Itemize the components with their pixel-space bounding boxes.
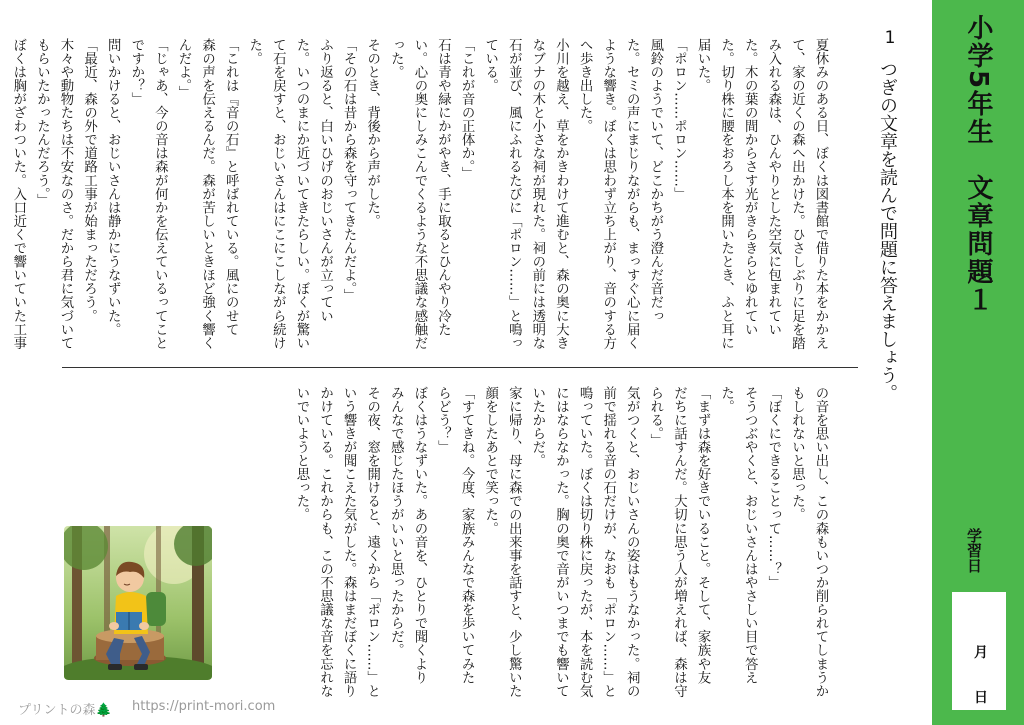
passage-line: た。セミの声にまじりながらも、まっすぐ心に届く [624, 38, 640, 350]
passage-line: その夜、窓を開けると、遠くから「ポロン……」と [364, 386, 380, 698]
passage-line: かけている。これからも、この不思議な音を忘れな [317, 386, 333, 698]
passage-line: だちに話すんだ。大切に思う人が増えれば、森は守 [671, 386, 687, 698]
passage-line: 鳴っていた。ぼくは切り株に戻ったが、本を読む気 [577, 386, 593, 698]
passage-line: 「これが音の正体か。」 [459, 38, 475, 181]
passage-line: た。 [246, 38, 262, 66]
passage-line: い。心の奥にしみこんでくるような不思議な感触だ [411, 38, 427, 350]
passage-line: みんなで感じたほうがいいと思ったからだ。 [388, 386, 404, 657]
passage-line: ぼくは胸がざわついた。入口近くで響いていた工事 [10, 38, 26, 350]
passage-line: った。 [388, 38, 404, 79]
passage-line: 問いかけると、おじいさんは静かにうなずいた。 [105, 38, 121, 337]
passage-line: 小川を越え、草をかきわけて進むと、森の奥に大き [553, 38, 569, 350]
divider [62, 367, 858, 368]
passage-line: 「これは『音の石』と呼ばれている。風にのせて [223, 38, 239, 337]
passage-line: らどう？」 [435, 386, 451, 454]
footer-brand: プリントの森🌲 [18, 703, 112, 718]
passage-line: もしれないと思った。 [789, 386, 805, 522]
passage-line: み入れる森は、ひんやりとした空気に包まれてい [765, 38, 781, 337]
passage-line: た。木の葉の間からさす光がきらきらとゆれてい [742, 38, 758, 337]
passage-line: もらいたかったんだろう。」 [34, 38, 50, 208]
passage-line: ている。 [482, 38, 498, 93]
passage-line: 「じゃあ、今の音は森が何かを伝えているってこと [152, 38, 168, 350]
day-label: 日 [974, 690, 988, 706]
passage-line: 気がつくと、おじいさんの姿はもうなかった。祠の [624, 386, 640, 698]
passage-line: 風鈴のようでいて、どこかちがう澄んだ音だっ [647, 38, 663, 323]
passage-line: 「すてきね。今度、家族みんなで森を歩いてみた [459, 386, 475, 685]
passage-line: ぼくはうなずいた。あの音を、ひとりで聞くより [411, 386, 427, 685]
passage-line: ふり返ると、白いひげのおじいさんが立ってい [317, 38, 333, 323]
passage-line: いたからだ。 [529, 386, 545, 468]
passage-line: 木々や動物たちは不安なのさ。だから君に気づいて [58, 38, 73, 350]
date-label: 学習日 [965, 528, 983, 573]
passage-line: て、家の近くの森へ出かけた。ひさしぶりに足を踏 [789, 38, 805, 350]
passage-line: の音を思い出し、この森もいつか削られてしまうか [813, 386, 828, 698]
question-instruction: つぎの文章を読んで問題に答えましょう。 [877, 60, 898, 402]
month-label: 月 [974, 645, 988, 661]
passage-line: 石が並び、風にふれるたびに「ポロン……」と鳴っ [506, 38, 522, 350]
passage-line: いう響きが聞こえた気がした。森はまだぼくに語り [341, 386, 357, 698]
passage-line: そうつぶやくと、おじいさんはやさしい目で答え [742, 386, 758, 685]
passage-line: 夏休みのある日、ぼくは図書館で借りた本をかかえ [813, 38, 828, 350]
passage-line: て石を戻すと、おじいさんはにこにこしながら続け [270, 38, 286, 350]
passage-line: にはならなかった。胸の奥で音がいつまでも響いて [553, 386, 569, 698]
passage-line: へ歩き出した。 [577, 38, 593, 133]
passage-line: た。切り株に腰をおろし本を開いたとき、ふと耳に [718, 38, 734, 350]
passage-line: た。 [718, 386, 734, 414]
passage-line: ような響き。ぼくは思わず立ち上がり、音のする方 [600, 38, 616, 350]
passage-line: られる。」 [647, 386, 663, 448]
boy-reading-book-in-forest-icon [64, 526, 212, 680]
passage-line: 森の声を伝えるんだ。森が苦しいときほど強く響く [199, 38, 215, 350]
page-title: 小学5年生 文章問題１ [963, 14, 993, 315]
passage-line: 「最近、森の外で道路工事が始まっただろう。 [81, 38, 97, 323]
passage-line: なブナの木と小さな祠が現れた。祠の前には透明な [529, 38, 545, 350]
passage-line: 「ポロン……ポロン……」 [671, 38, 687, 201]
passage-line: 「その石は昔から森を守ってきたんだよ。」 [341, 38, 357, 303]
passage-line: 「ぼくにできることって……？」 [765, 386, 781, 590]
passage-line: 顔をしたあとで笑った。 [482, 386, 498, 536]
question-number: 1 [884, 28, 896, 48]
passage-line: そのとき、背後から声がした。 [364, 38, 380, 228]
passage-line: いでいようと思った。 [293, 386, 309, 522]
passage-line: 「まずは森を好きでいること。そして、家族や友 [695, 386, 711, 685]
passage-line: 家に帰り、母に森での出来事を話すと、少し驚いた [506, 386, 522, 698]
passage-bottom [293, 386, 832, 698]
passage-line: 前で揺れる音の石だけが、なおも「ポロン……」と [600, 386, 616, 698]
passage-line: ですか？」 [128, 38, 144, 106]
passage-line: た。いつのまにか近づいてきたらしい。ぼくが驚い [293, 38, 309, 350]
footer-url[interactable]: https://print-mori.com [132, 699, 276, 714]
passage-line: 石は青や緑にかがやき、手に取るとひんやり冷た [435, 38, 451, 337]
passage-top [10, 38, 832, 358]
date-box[interactable] [952, 592, 1006, 710]
passage-line: 届いた。 [695, 38, 711, 93]
passage-line: んだよ。」 [175, 38, 191, 100]
